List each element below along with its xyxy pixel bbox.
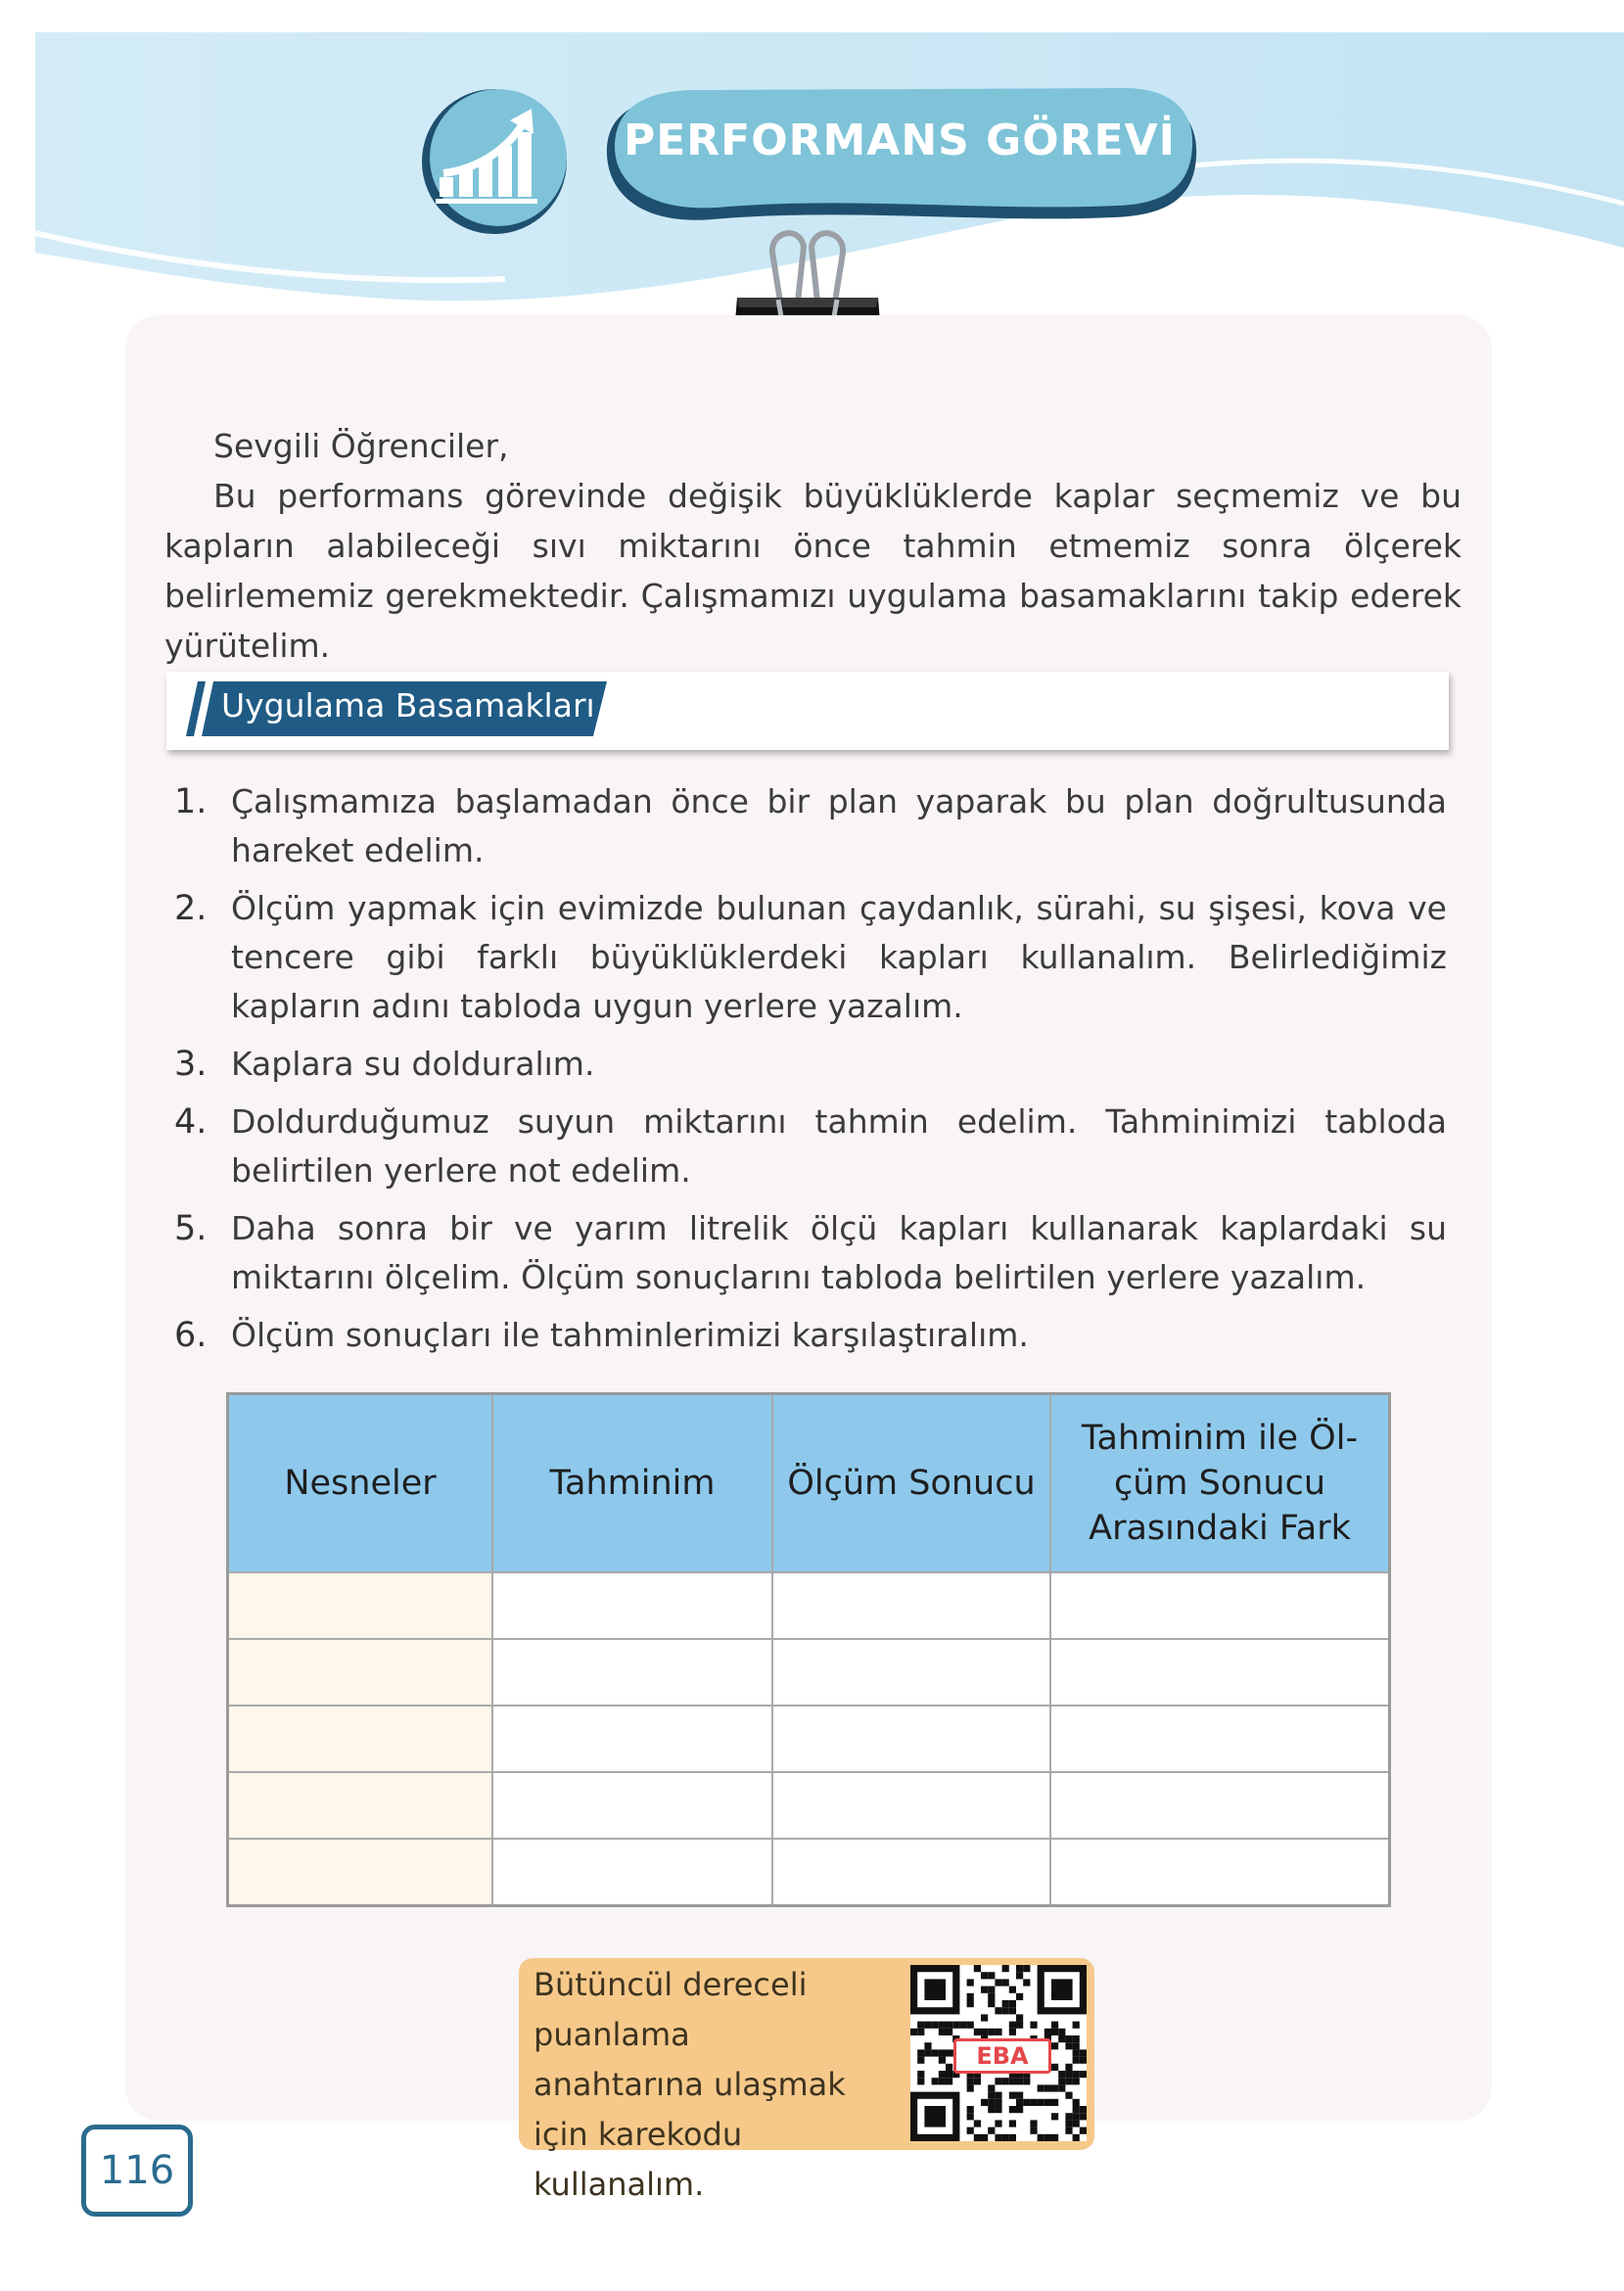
qr-instruction: Bütüncül dereceli puanlama anahtarına ulaşmak için karekodu kullanalım. (534, 1966, 846, 2203)
table-cell[interactable] (228, 1639, 493, 1706)
table-row (228, 1839, 1390, 1906)
table-cell[interactable] (772, 1639, 1050, 1706)
table-cell[interactable] (492, 1639, 772, 1706)
table-cell[interactable] (772, 1706, 1050, 1772)
table-header-cell: Tahminim ile Öl-çüm Sonucu Arasındaki Fark (1050, 1394, 1390, 1573)
table-cell[interactable] (492, 1839, 772, 1906)
list-item: 3. Kaplara su dolduralım. (174, 1045, 595, 1084)
steps-list (174, 777, 1447, 1369)
table-cell[interactable] (228, 1706, 493, 1772)
list-item: 6. Ölçüm sonuçları ile tahminlerimizi karşılaştıralım. (174, 1316, 1029, 1355)
salutation: Sevgili Öğrenciler, (213, 427, 509, 465)
table-header-cell: Tahminim (492, 1394, 772, 1573)
table-cell[interactable] (228, 1572, 493, 1639)
table-cell[interactable] (1050, 1839, 1390, 1906)
table-header-row (228, 1394, 1390, 1573)
table-cell[interactable] (492, 1706, 772, 1772)
list-item: 2. Ölçüm yapmak için evimizde bulunan çaydanlık, sürahi, su şişesi, kova ve tencere gibi farklı büyüklüklerdeki kapları kullanalım. Belirlediğimiz kapların adını tabloda uygun yerlere yazalım. (174, 889, 1447, 1025)
table-row (228, 1572, 1390, 1639)
table-row (228, 1706, 1390, 1772)
table-row (228, 1772, 1390, 1839)
table-cell[interactable] (228, 1839, 493, 1906)
table-cell[interactable] (772, 1772, 1050, 1839)
page-number: 116 (81, 2125, 193, 2217)
list-item: 5. Daha sonra bir ve yarım litrelik ölçü kapları kullanarak kaplardaki su miktarını ölçelim. Ölçüm sonuçlarını tabloda belirtilen yerlere yazalım. (174, 1209, 1447, 1296)
section-title: Uygulama Basamakları (221, 686, 595, 725)
table-cell[interactable] (1050, 1706, 1390, 1772)
measurement-table (226, 1392, 1391, 1907)
list-item: 1. Çalışmamıza başlamadan önce bir plan yaparak bu plan doğrultusunda hareket edelim. (174, 782, 1447, 869)
rising-bar-chart-icon (416, 83, 568, 235)
table-cell[interactable] (1050, 1572, 1390, 1639)
table-cell[interactable] (772, 1572, 1050, 1639)
intro-text (164, 421, 1462, 671)
table-cell[interactable] (492, 1572, 772, 1639)
table-header-cell: Ölçüm Sonucu (772, 1394, 1050, 1573)
table-cell[interactable] (1050, 1639, 1390, 1706)
page-title: PERFORMANS GÖREVİ (623, 116, 1177, 165)
table-row (228, 1639, 1390, 1706)
table-cell[interactable] (228, 1772, 493, 1839)
list-item: 4. Doldurduğumuz suyun miktarını tahmin edelim. Tahminimizi tabloda belirtilen yerlere not edelim. (174, 1102, 1447, 1190)
table-cell[interactable] (492, 1772, 772, 1839)
table-cell[interactable] (1050, 1772, 1390, 1839)
table-cell[interactable] (772, 1839, 1050, 1906)
eba-logo: EBA (953, 2038, 1051, 2074)
intro-paragraph: Bu performans görevinde değişik büyüklüklerde kaplar seçmemiz ve bu kapların alabileceği sıvı miktarını önce tahmin etmemiz sonra ölçerek belirlememiz gerekmektedir. Çalışmamızı uygulama basamaklarını takip ederek yürütelim. (164, 477, 1462, 665)
table-header-cell: Nesneler (228, 1394, 493, 1573)
